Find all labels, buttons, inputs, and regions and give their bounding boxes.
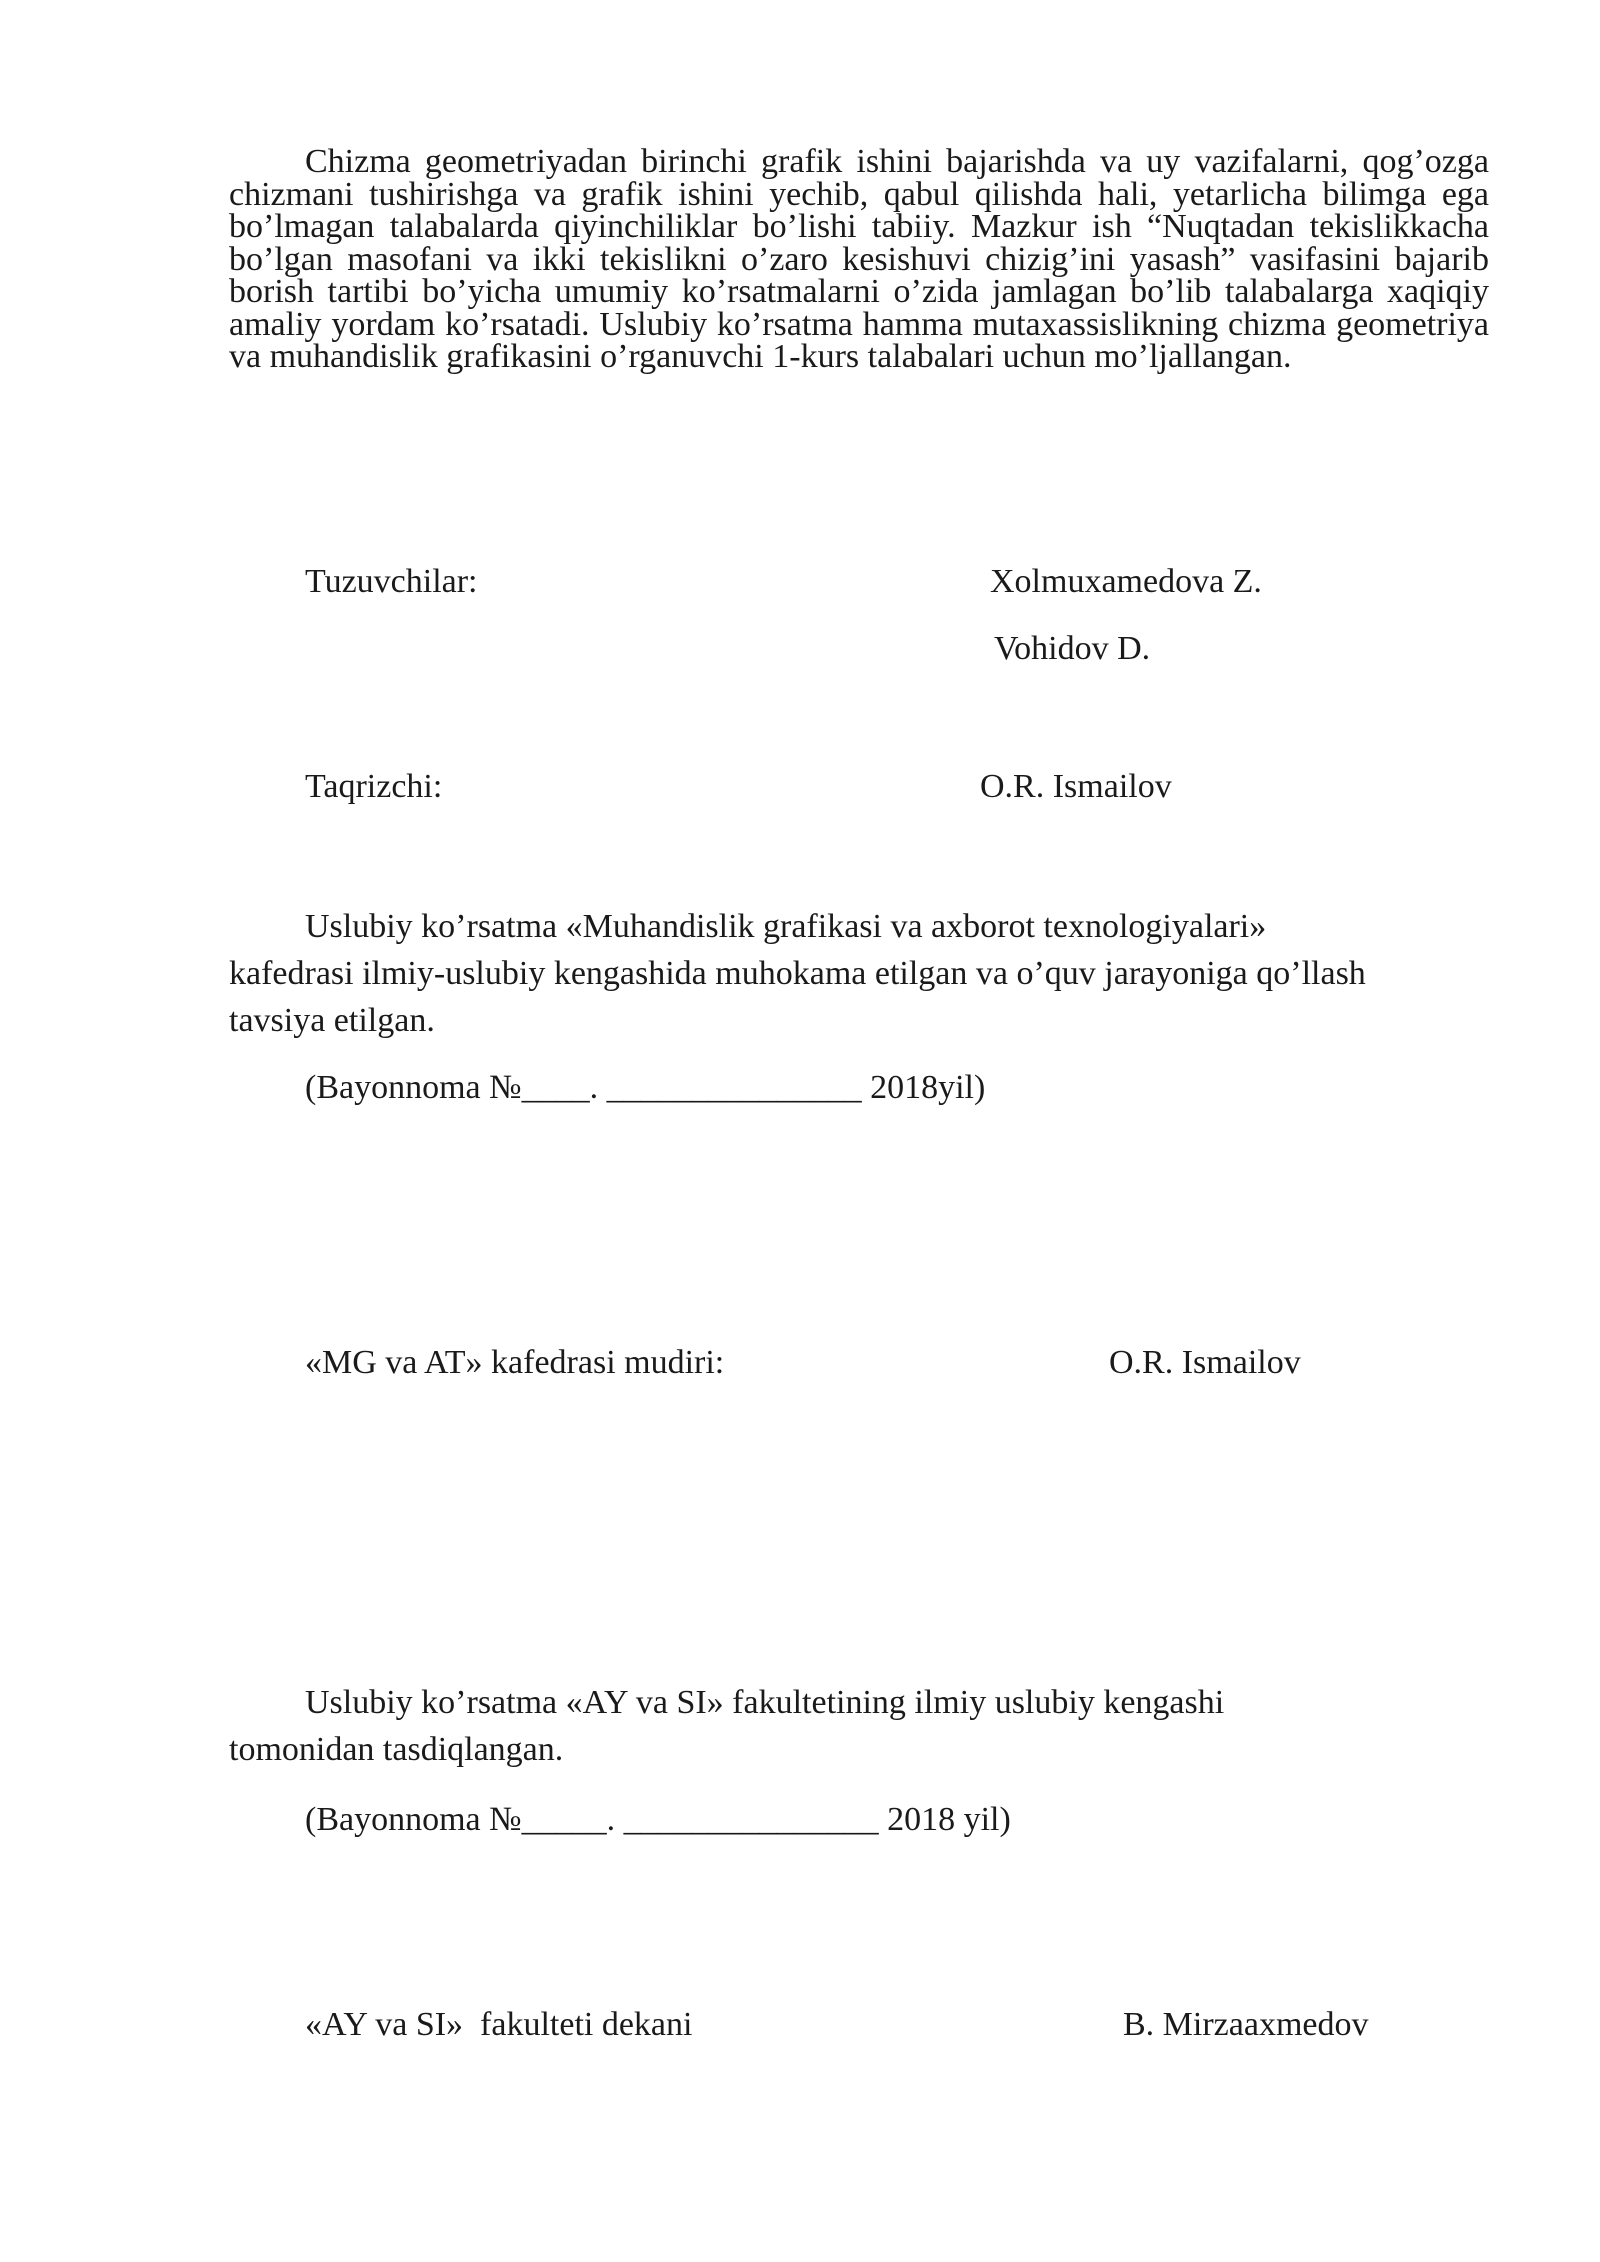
author-name-1: Xolmuxamedova Z. [990,563,1262,600]
dean-label: «AY va SI» fakulteti dekani [305,2006,693,2043]
department-head-name: O.R. Ismailov [1109,1344,1301,1381]
faculty-protocol: (Bayonnoma №_____. _______________ 2018 yil) [305,1801,1011,1838]
department-approval-paragraph: Uslubiy ko’rsatma «Muhandislik grafikasi va axborot texnologiyalari» kafedrasi ilmiy-uslubiy kengashida muhokama etilgan va o’quv jarayoniga qo’llash tavsiya etilgan. [229,908,1366,1039]
intro-paragraph: Chizma geometriyadan birinchi grafik ishini bajarishda va uy vazifalarni, qog’ozga chizmani tushirishga va grafik ishini yechib, qabul qilishda hali, yetarlicha bilimga ega bo’lmagan talabalarda qiyinchiliklar bo’lishi tabiiy. Mazkur ish “Nuqtadan tekislikkacha bo’lgan masofani va ikki tekislikni o’zaro kesishuvi chizig’ini yasash” vasifasini bajarib borish tartibi bo’yicha umumiy ko’rsatmalarni o’zida jamlagan bo’lib talabalarga xaqiqiy amaliy yordam ko’rsatadi. Uslubiy ko’rsatma hamma mutaxassislikning chizma geometriya va muhandislik grafikasini o’rganuvchi 1-kurs talabalari uchun mo’ljallangan. [229,143,1489,375]
dean-name: B. Mirzaaxmedov [1123,2006,1369,2043]
author-name-2: Vohidov D. [994,630,1151,667]
reviewer-name: O.R. Ismailov [980,768,1172,805]
department-head-label: «MG va AT» kafedrasi mudiri: [305,1344,725,1381]
department-protocol: (Bayonnoma №____. _______________ 2018yil) [305,1069,986,1106]
authors-label: Tuzuvchilar: [305,563,478,600]
faculty-approval-paragraph: Uslubiy ko’rsatma «AY va SI» fakultetining ilmiy uslubiy kengashi tomonidan tasdiqlangan. [229,1684,1225,1768]
reviewer-label: Taqrizchi: [305,768,443,805]
